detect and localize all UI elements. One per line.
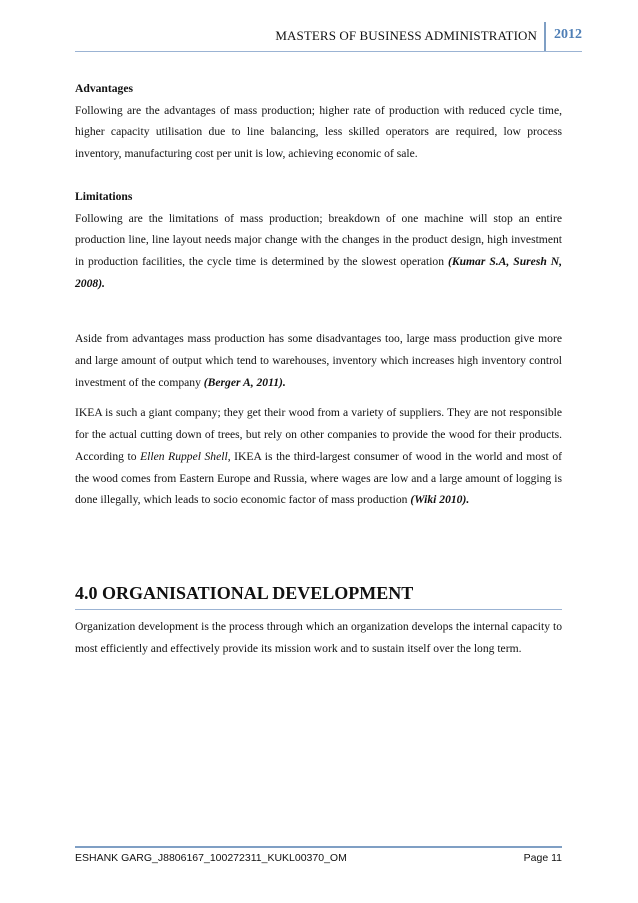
aside-paragraph	[75, 328, 562, 393]
page-footer	[75, 852, 562, 874]
limitations-section	[75, 186, 562, 295]
header-title: MASTERS OF BUSINESS ADMINISTRATION	[275, 28, 537, 43]
advantages-paragraph: Following are the advantages of mass production; higher rate of production with reduced cycle time, higher capacity utilisation due to line balancing, less skilled operators are required, low process inventory, manufacturing cost per unit is low, achieving economic of sale.	[75, 103, 562, 161]
aside-citation: (Berger A, 2011).	[203, 375, 286, 389]
limitations-text: Following are the limitations of mass production; breakdown of one machine will stop an entire production line, line layout needs major change with the changes in the product design, high investment in production facilities, the cycle time is determined by the slowest operation	[75, 211, 562, 268]
footer-author-id: ESHANK GARG_J8806167_100272311_KUKL00370_OM	[75, 852, 347, 864]
advantages-section	[75, 78, 562, 165]
ikea-citation: (Wiki 2010).	[410, 493, 470, 507]
aside-text: Aside from advantages mass production has some disadvantages too, large mass production give more and large amount of output which tend to warehouses, inventory which increases high inventory control investment of the company	[75, 332, 562, 389]
section-heading: 4.0 ORGANISATIONAL DEVELOPMENT	[75, 582, 414, 603]
limitations-citation: (Kumar S.A, Suresh N, 2008).	[75, 254, 563, 290]
section-paragraph: Organization development is the process through which an organization develops the internal capacity to most efficiently and effectively provide its mission work and to sustain itself over the long term.	[75, 619, 562, 655]
limitations-heading: Limitations	[75, 189, 133, 203]
ikea-text-before: IKEA is such a giant company; they get their wood from a variety of suppliers. They are not responsible for the actual cutting down of trees, but rely on other companies to provide the wood for their products. According to	[75, 406, 562, 463]
header-year: 2012	[554, 27, 582, 42]
page-content	[75, 78, 562, 659]
header-rule	[75, 51, 582, 52]
footer-page-number: Page 11	[523, 852, 562, 864]
ikea-author-name: Ellen Ruppel Shell	[140, 449, 228, 463]
footer-rule	[75, 846, 562, 848]
section-heading-rule	[75, 609, 562, 610]
ikea-text-after: , IKEA is the third-largest consumer of wood in the world and most of the wood comes from Eastern Europe and Russia, where wages are low and a large amount of logging is done illegally, which leads to socio economic factor of mass production	[75, 449, 562, 507]
page-header	[75, 22, 582, 50]
ikea-paragraph	[75, 402, 562, 511]
limitations-paragraph	[75, 208, 562, 295]
header-divider	[544, 22, 546, 52]
organisational-development-section	[75, 581, 562, 659]
advantages-heading: Advantages	[75, 82, 133, 95]
